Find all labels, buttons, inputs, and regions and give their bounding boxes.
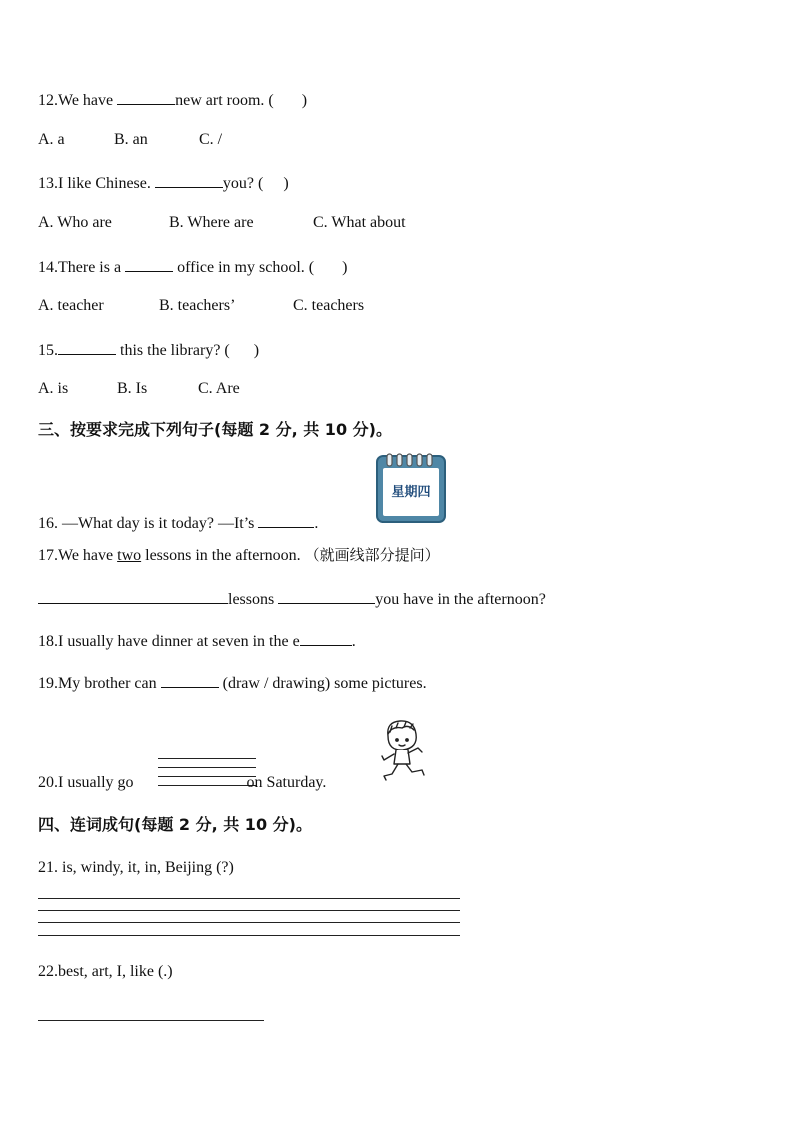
question-20: 20.I usually go on Saturday. <box>38 774 327 791</box>
section-3-heading: 三、按要求完成下列句子(每题 2 分, 共 10 分)。 <box>38 420 392 439</box>
options-12 <box>38 130 222 150</box>
options-14 <box>38 296 364 316</box>
question-21: 21. is, windy, it, in, Beijing (?) <box>38 859 234 876</box>
question-16: 16. —What day is it today? —It’s . <box>38 511 318 534</box>
answer-blank[interactable] <box>125 255 173 272</box>
option-c[interactable]: C. Are <box>198 380 240 397</box>
option-b[interactable]: B. Is <box>117 380 148 397</box>
question-12: 12.We have new art room. ( ) <box>38 88 307 111</box>
option-c[interactable]: C. What about <box>313 214 406 231</box>
question-19: 19.My brother can (draw / drawing) some pictures. <box>38 671 427 694</box>
options-15 <box>38 379 240 399</box>
option-a[interactable]: A. is <box>38 380 69 397</box>
answer-blank[interactable] <box>258 511 314 528</box>
question-18: 18.I usually have dinner at seven in the e . <box>38 629 356 652</box>
option-a[interactable]: A. a <box>38 131 65 148</box>
answer-blank[interactable] <box>161 671 219 688</box>
underlined-word: two <box>117 547 142 564</box>
question-15: 15. this the library? ( ) <box>38 338 259 361</box>
answer-blank[interactable] <box>278 587 375 604</box>
answer-blank[interactable] <box>117 88 175 105</box>
option-b[interactable]: B. Where are <box>169 214 254 231</box>
answer-blank[interactable] <box>155 171 223 188</box>
option-c[interactable]: C. / <box>199 131 223 148</box>
writing-line <box>38 898 460 899</box>
question-17-answer-line: lessons you have in the afternoon? <box>38 587 546 610</box>
answer-blank[interactable] <box>300 629 352 646</box>
answer-blank[interactable] <box>38 587 228 604</box>
calendar-icon <box>375 452 447 524</box>
option-b[interactable]: B. teachers’ <box>159 297 236 314</box>
writing-line[interactable] <box>38 935 460 936</box>
section-4-heading: 四、连词成句(每题 2 分, 共 10 分)。 <box>38 815 312 834</box>
calendar-label: 星期四 <box>391 485 431 500</box>
option-c[interactable]: C. teachers <box>293 297 365 314</box>
writing-line <box>38 922 460 923</box>
question-17: 17.We have two lessons in the afternoon. （就画线部分提问） <box>38 546 440 564</box>
question-13: 13.I like Chinese. you? ( ) <box>38 171 289 194</box>
question-14: 14.There is a office in my school. ( ) <box>38 255 347 278</box>
question-22: 22.best, art, I, like (.) <box>38 963 173 980</box>
option-b[interactable]: B. an <box>114 131 148 148</box>
option-a[interactable]: A. Who are <box>38 214 112 231</box>
answer-line[interactable] <box>38 1020 264 1021</box>
answer-blank[interactable] <box>58 338 116 355</box>
options-13 <box>38 213 406 233</box>
writing-line <box>158 767 256 768</box>
running-boy-icon <box>378 718 436 788</box>
writing-line <box>38 910 460 911</box>
instruction-note: （就画线部分提问） <box>304 546 440 564</box>
option-a[interactable]: A. teacher <box>38 297 104 314</box>
writing-line <box>158 758 256 759</box>
